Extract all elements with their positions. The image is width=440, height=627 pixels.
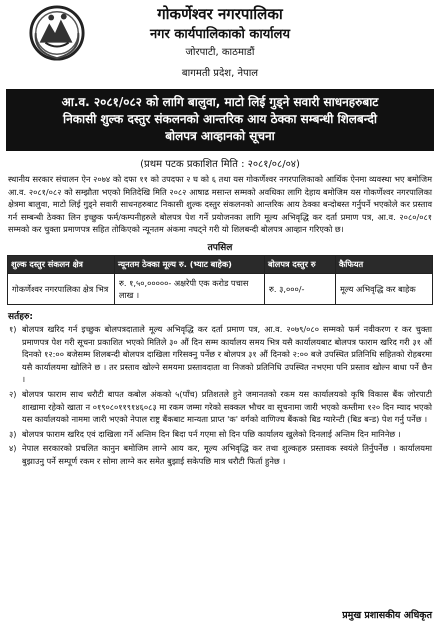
cell-min-cost: रु. १,५०,०००००- अक्षरेपी एक करोड पचास लाख ।	[115, 273, 265, 304]
office-name: नगर कार्यपालिकाको कार्यालय	[149, 27, 291, 42]
term-number: २)	[9, 388, 17, 399]
table-row	[8, 273, 433, 304]
cell-remark: मूल्य अभिवृद्धि कर बाहेक	[336, 273, 433, 304]
term-text: नेपाल सरकारको प्रचलित कानुन बमोजिम लाग्ने आय कर, मूल्य अभिवृद्धि कर तथा शुल्कहरु प्रस्तावक स्वयंले तिर्नुपर्नेछ । कार्यालयमा बुझाउनु पर्ने सम्पूर्ण रकम र सोमा लाग्ने कर समेत बुझाई सकेपछि मात्र धरौटी फिर्ता हुनेछ ।	[22, 443, 432, 466]
column-header: न्यूनतम ठेक्का मूल्य रु. (भ्याट बाहेक)	[115, 255, 265, 273]
schedule-table	[7, 255, 433, 305]
publish-date: (प्रथम पटक प्रकाशित मिति : २०८१/०८/०४)	[140, 159, 300, 170]
terms-title: सर्तहरु:	[8, 311, 33, 322]
term-item	[0, 441, 440, 468]
banner-line-2: निकासी शुल्क दस्तुर संकलनको आन्तरिक आय ठेक्का सम्बन्धी शिलबन्दी	[63, 112, 377, 126]
schedule-title: तपसिल	[207, 242, 233, 253]
intro-paragraph: स्थानीय सरकार संचालन ऐन २०७४ को दफा ११ को उपदफा २ घ को ६ तथा यस गोकर्णेश्वर नगरपालिकाको आर्थिक ऐनमा व्यवस्था भए बमोजिम आ.व. २०८१/०८२ को सम्झौता भएको मितिदेखि मिति २०८२ आषाढ मसान्त सम्मको अवधिका लागि देहाय बमोजिम यस गोकर्णेश्वर नगरपालिका क्षेत्रमा बालुवा, माटो लिई गुड्ने सवारी साधनहरुबाट निकासी शुल्क दस्तुर संकलनको आन्तरिक आय ठेक्का बन्दोबस्त गर्नुपर्ने भएकोले कर प्रस्ताव गर्न सम्बन्धी ठेक्का लिन इच्छुक फर्म/कम्पनीहरुले बोलपत्र पेश गर्ने प्रयोजनका लागि मूल्य अभिवृद्धि कर दर्ता प्रमाण पत्र, आ.व. २०८०/०८१ सम्मको कर चुक्ता प्रमाणपत्र सहित तोकिएको न्यूनतम अंकमा नघट्ने गरी यो शिलबन्दी बोलपत्र आव्हान गरिएको छ।	[8, 174, 432, 235]
column-header: शुल्क दस्तुर संकलन क्षेत्र	[8, 255, 115, 273]
term-number: १)	[9, 323, 17, 334]
term-text: बोलपत्र फाराम साथ धरौटी बापत कबोल अंकको ५(पाँच) प्रतिशतले हुने जमानतको रकम यस कार्यालयको कृषि विकास बैंक जोरपाटी शाखामा रहेको खाता न ०१९०८०११९१४६०८३ मा रकम जम्मा गरेको सक्कल भौचर वा सूचनामा जारी भएको कम्तीमा १२० दिन म्याद भएको यस कार्यालयको नाममा जारी भएको नेपाल राष्ट्र बैंकबाट मान्यता प्राप्त 'क' वर्गको वाणिज्य बैंकको बिड ग्यारेन्टी (बिड बन्ड) पेश गर्नु पर्नेछ ।	[22, 388, 432, 425]
notice-header	[0, 0, 440, 85]
column-header: बोलपत्र दस्तुर रु	[265, 255, 336, 273]
table-header-row	[8, 255, 433, 273]
banner-line-1: आ.व. २०८१/०८२ को लागि बालुवा, माटो लिई गुड्ने सवारी साधनहरुबाट	[61, 95, 379, 109]
cell-area: गोकर्णेश्वर नगरपालिका क्षेत्र भित्र	[8, 273, 115, 304]
banner-line-3: बोलपत्र आव्हानको सूचना	[165, 129, 275, 143]
term-text: बोलपत्र फाराम खरिद एवं दाखिला गर्ने अन्तिम दिन बिदा पर्न गएमा सो दिन पछि कार्यालय खुलेको दिनलाई अन्तिम दिन मानिनेछ ।	[22, 428, 401, 439]
term-item	[0, 322, 440, 387]
notice-title-banner	[6, 89, 434, 151]
cell-fee: रु. ३,०००/-	[265, 273, 336, 304]
term-number: ३)	[9, 428, 17, 439]
office-address: जोरपाटी, काठमाडौं	[185, 47, 255, 58]
column-header: कैफियत	[336, 255, 433, 273]
signatory: प्रमुख प्रशासकीय अधिकृत	[342, 610, 432, 621]
province: बागमती प्रदेश, नेपाल	[181, 68, 259, 79]
term-number: ४)	[9, 443, 17, 454]
term-item	[0, 387, 440, 427]
org-name: गोकर्णेश्वर नगरपालिका	[157, 5, 283, 23]
term-item	[0, 427, 440, 442]
term-text: बोलपत्र खरिद गर्न इच्छुक बोलपत्रदाताले मूल्य अभिवृद्धि कर दर्ता प्रमाण पत्र, आ.व. २०७९/०८० सम्मको फर्म नवीकरण र कर चुक्ता प्रमाणपत्र पेश गरी सूचना प्रकाशित भएको मितिले ३० औं दिन सम्म कार्यालय समय भित्र यसै कार्यालयबाट बोलपत्र फाराम खरिद गरी ३१ औं दिनको १२:०० बजेसम्म शिलबन्दी बोलपत्र दाखिला गरिसक्नु पर्नेछ र बोलपत्र ३१ औं दिनको २:०० बजे उपस्थित प्रतिनिधि सहितको रोहबरमा यसै कार्यालयमा खोलिने छ । तर प्रस्ताव खोल्ने समयमा प्रस्तावदाता वा निजको प्रतिनिधि उपस्थित नभएमा पनि प्रस्ताव खोल्न बाधा पर्ने छैन ।	[22, 323, 432, 385]
